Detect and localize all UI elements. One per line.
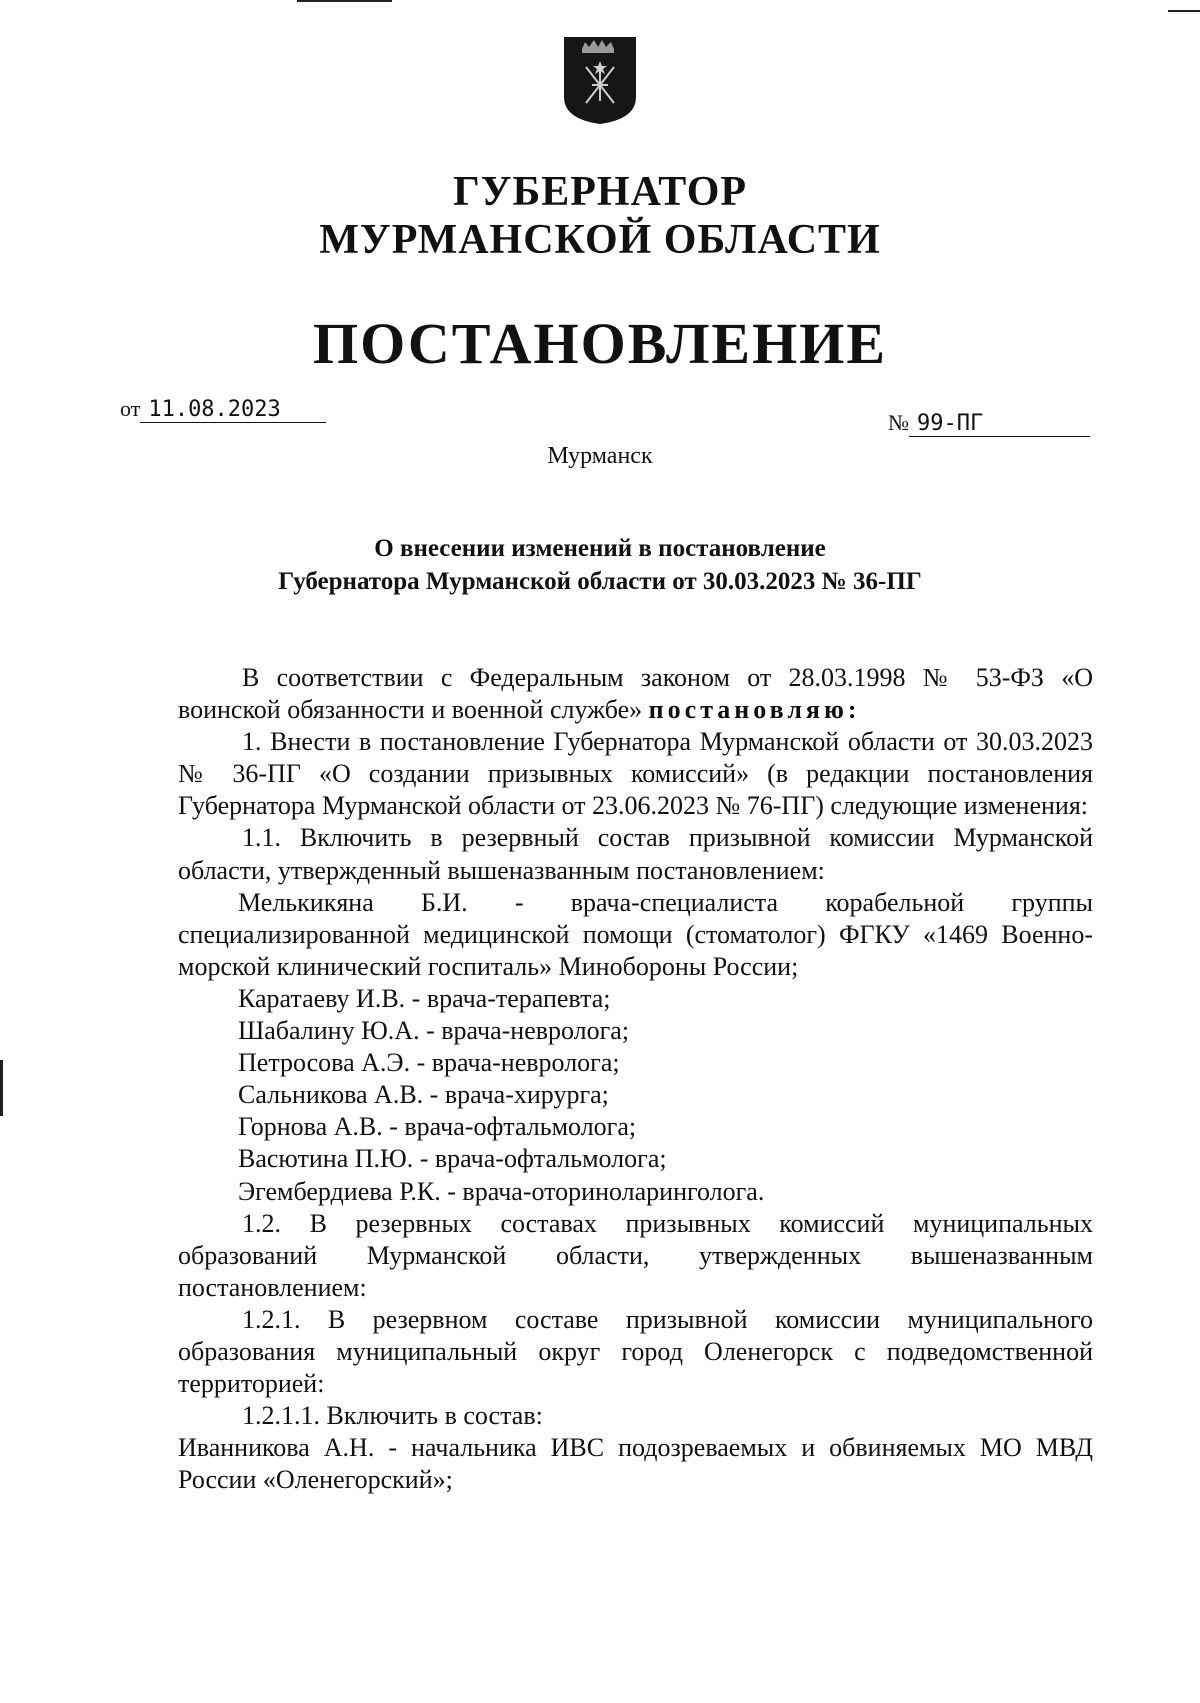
item-1-2-1: 1.2.1. В резервном составе призывной комиссии муниципального образования муниципальный округ город Оленегорск с подведомственной территорией: (178, 1304, 1093, 1399)
resolve-word: постановляю: (648, 695, 861, 725)
person-item: Васютина П.Ю. - врача-офтальмолога; (238, 1144, 667, 1174)
murmansk-coat-of-arms-icon (562, 35, 638, 125)
number-prefix: № (888, 410, 909, 435)
authority-title-line1: ГУБЕРНАТОР (452, 169, 748, 215)
person-item: Эгембердиева Р.К. - врача-оториноларинголога. (238, 1176, 765, 1206)
person-item: Петросова А.Э. - врача-невролога; (238, 1048, 620, 1078)
document-title-line1: О внесении изменений в постановление (374, 535, 826, 562)
date-field (120, 396, 326, 423)
intro-paragraph (178, 662, 1093, 726)
number-value: 99-ПГ (909, 411, 1090, 437)
number-field (888, 410, 1090, 437)
authority-title-line2: МУРМАНСКОЙ ОБЛАСТИ (319, 217, 881, 263)
item-1: 1. Внести в постановление Губернатора Мурманской области от 30.03.2023 № 36-ПГ «О создании призывных комиссий» (в редакции постановления Губернатора Мурманской области от 23.06.2023 № 76-ПГ) следующие изменения: (178, 727, 1093, 821)
person-item: Мелькикяна Б.И. - врача-специалиста корабельной группы специализированной медицинской помощи (стоматолог) ФГКУ «1469 Военно-морской клинический госпиталь» Минобороны России; (178, 887, 1093, 981)
date-prefix: от (120, 396, 141, 421)
document-title-line2: Губернатора Мурманской области от 30.03.2023 № 36-ПГ (278, 568, 922, 595)
scan-artifact-top-right (1168, 10, 1200, 12)
item-1-2: 1.2. В резервных составах призывных комиссий муниципальных образований Мурманской области, утвержденных вышеназванным постановлением: (178, 1208, 1093, 1302)
document-body (178, 662, 1093, 1496)
scan-artifact-top (297, 0, 392, 2)
scan-artifact-left (0, 1060, 3, 1116)
person-item-last: Иванникова А.Н. - начальника ИВС подозреваемых и обвиняемых МО МВД России «Оленегорский»; (178, 1433, 1093, 1495)
document-type-heading: ПОСТАНОВЛЕНИЕ (312, 311, 888, 376)
person-item: Каратаеву И.В. - врача-терапевта; (238, 983, 611, 1013)
date-value: 11.08.2023 (140, 397, 326, 423)
item-1-2-1-1: 1.2.1.1. Включить в состав: (242, 1401, 543, 1431)
person-item: Сальникова А.В. - врача-хирурга; (238, 1080, 609, 1110)
item-1-1: 1.1. Включить в резервный состав призывной комиссии Мурманской области, утвержденный вышеназванным постановлением: (178, 823, 1093, 885)
person-item: Шабалину Ю.А. - врача-невролога; (238, 1016, 630, 1046)
city-label: Мурманск (547, 443, 653, 469)
person-item: Горнова А.В. - врача-офтальмолога; (238, 1112, 637, 1142)
intro-text: В соответствии с Федеральным законом от 28.03.1998 № 53-ФЗ «О воинской обязанности и военной службе» (178, 663, 1093, 725)
